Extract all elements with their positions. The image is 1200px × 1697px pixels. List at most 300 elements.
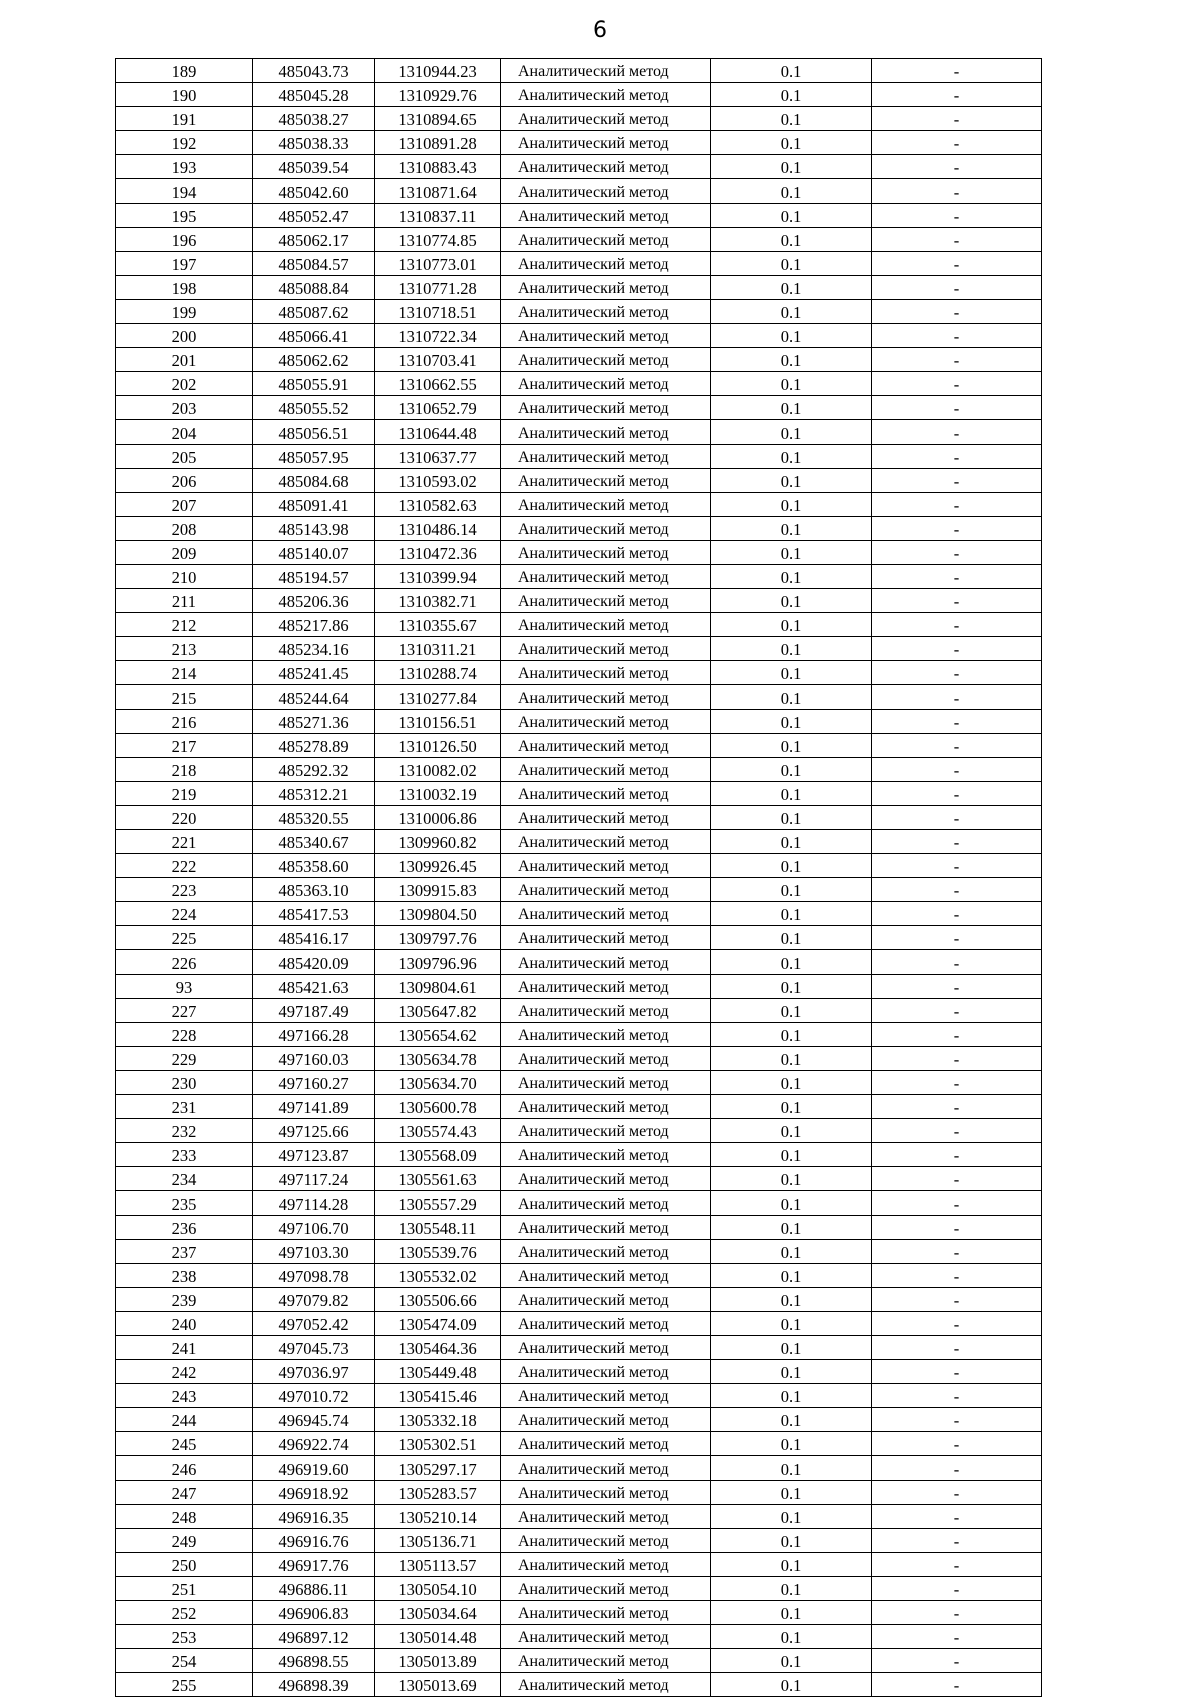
method-cell: Аналитический метод (501, 251, 711, 275)
y-coordinate-cell: 1310582.63 (375, 492, 501, 516)
y-coordinate-cell: 1310929.76 (375, 83, 501, 107)
description-cell: - (872, 203, 1042, 227)
point-number-cell: 234 (116, 1167, 253, 1191)
y-coordinate-cell: 1305474.09 (375, 1311, 501, 1335)
description-cell: - (872, 516, 1042, 540)
x-coordinate-cell: 485066.41 (253, 324, 375, 348)
x-coordinate-cell: 485420.09 (253, 950, 375, 974)
table-row (116, 1384, 1042, 1408)
method-cell: Аналитический метод (501, 805, 711, 829)
table-row (116, 805, 1042, 829)
x-coordinate-cell: 485278.89 (253, 733, 375, 757)
description-cell: - (872, 902, 1042, 926)
y-coordinate-cell: 1305014.48 (375, 1625, 501, 1649)
description-cell: - (872, 420, 1042, 444)
table-row (116, 275, 1042, 299)
accuracy-cell: 0.1 (711, 155, 872, 179)
point-number-cell: 193 (116, 155, 253, 179)
x-coordinate-cell: 485363.10 (253, 878, 375, 902)
y-coordinate-cell: 1305415.46 (375, 1384, 501, 1408)
point-number-cell: 231 (116, 1095, 253, 1119)
table-row (116, 179, 1042, 203)
y-coordinate-cell: 1310944.23 (375, 59, 501, 83)
x-coordinate-cell: 497103.30 (253, 1239, 375, 1263)
description-cell: - (872, 1432, 1042, 1456)
accuracy-cell: 0.1 (711, 107, 872, 131)
y-coordinate-cell: 1305302.51 (375, 1432, 501, 1456)
x-coordinate-cell: 485194.57 (253, 564, 375, 588)
accuracy-cell: 0.1 (711, 781, 872, 805)
accuracy-cell: 0.1 (711, 1287, 872, 1311)
table-row (116, 1191, 1042, 1215)
y-coordinate-cell: 1309796.96 (375, 950, 501, 974)
table-row (116, 998, 1042, 1022)
x-coordinate-cell: 485088.84 (253, 275, 375, 299)
y-coordinate-cell: 1305449.48 (375, 1360, 501, 1384)
description-cell: - (872, 805, 1042, 829)
table-row (116, 444, 1042, 468)
y-coordinate-cell: 1305506.66 (375, 1287, 501, 1311)
description-cell: - (872, 59, 1042, 83)
point-number-cell: 212 (116, 613, 253, 637)
x-coordinate-cell: 496916.35 (253, 1504, 375, 1528)
method-cell: Аналитический метод (501, 1215, 711, 1239)
method-cell: Аналитический метод (501, 854, 711, 878)
table-row (116, 637, 1042, 661)
table-row (116, 155, 1042, 179)
y-coordinate-cell: 1305654.62 (375, 1022, 501, 1046)
method-cell: Аналитический метод (501, 83, 711, 107)
method-cell: Аналитический метод (501, 155, 711, 179)
point-number-cell: 224 (116, 902, 253, 926)
x-coordinate-cell: 496916.76 (253, 1528, 375, 1552)
accuracy-cell: 0.1 (711, 1167, 872, 1191)
x-coordinate-cell: 496945.74 (253, 1408, 375, 1432)
x-coordinate-cell: 485421.63 (253, 974, 375, 998)
accuracy-cell: 0.1 (711, 1504, 872, 1528)
table-row (116, 1456, 1042, 1480)
y-coordinate-cell: 1310156.51 (375, 709, 501, 733)
point-number-cell: 226 (116, 950, 253, 974)
description-cell: - (872, 733, 1042, 757)
y-coordinate-cell: 1305568.09 (375, 1143, 501, 1167)
y-coordinate-cell: 1310722.34 (375, 324, 501, 348)
description-cell: - (872, 155, 1042, 179)
coordinates-table-body (116, 59, 1042, 1697)
y-coordinate-cell: 1305548.11 (375, 1215, 501, 1239)
description-cell: - (872, 179, 1042, 203)
accuracy-cell: 0.1 (711, 1360, 872, 1384)
method-cell: Аналитический метод (501, 1649, 711, 1673)
description-cell: - (872, 1311, 1042, 1335)
description-cell: - (872, 1601, 1042, 1625)
description-cell: - (872, 1504, 1042, 1528)
table-row (116, 1167, 1042, 1191)
description-cell: - (872, 781, 1042, 805)
accuracy-cell: 0.1 (711, 854, 872, 878)
accuracy-cell: 0.1 (711, 1625, 872, 1649)
table-row (116, 420, 1042, 444)
accuracy-cell: 0.1 (711, 1311, 872, 1335)
method-cell: Аналитический метод (501, 420, 711, 444)
x-coordinate-cell: 485087.62 (253, 299, 375, 323)
description-cell: - (872, 299, 1042, 323)
description-cell: - (872, 709, 1042, 733)
accuracy-cell: 0.1 (711, 564, 872, 588)
table-row (116, 59, 1042, 83)
point-number-cell: 229 (116, 1046, 253, 1070)
description-cell: - (872, 830, 1042, 854)
method-cell: Аналитический метод (501, 1046, 711, 1070)
description-cell: - (872, 131, 1042, 155)
coordinates-table (115, 58, 1042, 1697)
y-coordinate-cell: 1305574.43 (375, 1119, 501, 1143)
x-coordinate-cell: 485042.60 (253, 179, 375, 203)
method-cell: Аналитический метод (501, 1263, 711, 1287)
method-cell: Аналитический метод (501, 1239, 711, 1263)
accuracy-cell: 0.1 (711, 661, 872, 685)
point-number-cell: 247 (116, 1480, 253, 1504)
x-coordinate-cell: 485038.33 (253, 131, 375, 155)
x-coordinate-cell: 497187.49 (253, 998, 375, 1022)
y-coordinate-cell: 1305634.70 (375, 1070, 501, 1094)
method-cell: Аналитический метод (501, 637, 711, 661)
x-coordinate-cell: 496917.76 (253, 1552, 375, 1576)
table-row (116, 878, 1042, 902)
x-coordinate-cell: 497160.03 (253, 1046, 375, 1070)
point-number-cell: 254 (116, 1649, 253, 1673)
table-row (116, 468, 1042, 492)
y-coordinate-cell: 1305539.76 (375, 1239, 501, 1263)
x-coordinate-cell: 496898.39 (253, 1673, 375, 1697)
table-row (116, 564, 1042, 588)
method-cell: Аналитический метод (501, 1432, 711, 1456)
description-cell: - (872, 950, 1042, 974)
accuracy-cell: 0.1 (711, 1408, 872, 1432)
accuracy-cell: 0.1 (711, 1673, 872, 1697)
method-cell: Аналитический метод (501, 492, 711, 516)
description-cell: - (872, 1022, 1042, 1046)
accuracy-cell: 0.1 (711, 83, 872, 107)
table-row (116, 251, 1042, 275)
y-coordinate-cell: 1310288.74 (375, 661, 501, 685)
y-coordinate-cell: 1305647.82 (375, 998, 501, 1022)
description-cell: - (872, 974, 1042, 998)
accuracy-cell: 0.1 (711, 131, 872, 155)
y-coordinate-cell: 1310891.28 (375, 131, 501, 155)
point-number-cell: 249 (116, 1528, 253, 1552)
point-number-cell: 192 (116, 131, 253, 155)
description-cell: - (872, 372, 1042, 396)
y-coordinate-cell: 1310773.01 (375, 251, 501, 275)
x-coordinate-cell: 485217.86 (253, 613, 375, 637)
table-row (116, 1601, 1042, 1625)
y-coordinate-cell: 1305561.63 (375, 1167, 501, 1191)
accuracy-cell: 0.1 (711, 1046, 872, 1070)
accuracy-cell: 0.1 (711, 1143, 872, 1167)
x-coordinate-cell: 496922.74 (253, 1432, 375, 1456)
point-number-cell: 211 (116, 589, 253, 613)
accuracy-cell: 0.1 (711, 1215, 872, 1239)
method-cell: Аналитический метод (501, 926, 711, 950)
description-cell: - (872, 227, 1042, 251)
table-row (116, 589, 1042, 613)
table-row (116, 1360, 1042, 1384)
accuracy-cell: 0.1 (711, 589, 872, 613)
point-number-cell: 251 (116, 1576, 253, 1600)
description-cell: - (872, 1095, 1042, 1119)
description-cell: - (872, 637, 1042, 661)
accuracy-cell: 0.1 (711, 1239, 872, 1263)
method-cell: Аналитический метод (501, 733, 711, 757)
point-number-cell: 220 (116, 805, 253, 829)
method-cell: Аналитический метод (501, 540, 711, 564)
table-row (116, 299, 1042, 323)
method-cell: Аналитический метод (501, 299, 711, 323)
description-cell: - (872, 1335, 1042, 1359)
point-number-cell: 233 (116, 1143, 253, 1167)
description-cell: - (872, 854, 1042, 878)
table-row (116, 709, 1042, 733)
table-row (116, 733, 1042, 757)
accuracy-cell: 0.1 (711, 757, 872, 781)
point-number-cell: 202 (116, 372, 253, 396)
accuracy-cell: 0.1 (711, 974, 872, 998)
x-coordinate-cell: 496918.92 (253, 1480, 375, 1504)
table-row (116, 1625, 1042, 1649)
description-cell: - (872, 613, 1042, 637)
method-cell: Аналитический метод (501, 275, 711, 299)
table-row (116, 516, 1042, 540)
x-coordinate-cell: 485062.62 (253, 348, 375, 372)
accuracy-cell: 0.1 (711, 179, 872, 203)
accuracy-cell: 0.1 (711, 878, 872, 902)
point-number-cell: 252 (116, 1601, 253, 1625)
description-cell: - (872, 468, 1042, 492)
method-cell: Аналитический метод (501, 878, 711, 902)
accuracy-cell: 0.1 (711, 299, 872, 323)
accuracy-cell: 0.1 (711, 372, 872, 396)
accuracy-cell: 0.1 (711, 444, 872, 468)
y-coordinate-cell: 1310771.28 (375, 275, 501, 299)
method-cell: Аналитический метод (501, 685, 711, 709)
table-row (116, 1552, 1042, 1576)
table-row (116, 1215, 1042, 1239)
description-cell: - (872, 444, 1042, 468)
method-cell: Аналитический метод (501, 1311, 711, 1335)
table-row (116, 1287, 1042, 1311)
method-cell: Аналитический метод (501, 1167, 711, 1191)
point-number-cell: 196 (116, 227, 253, 251)
method-cell: Аналитический метод (501, 516, 711, 540)
x-coordinate-cell: 485241.45 (253, 661, 375, 685)
y-coordinate-cell: 1309926.45 (375, 854, 501, 878)
accuracy-cell: 0.1 (711, 348, 872, 372)
point-number-cell: 241 (116, 1335, 253, 1359)
method-cell: Аналитический метод (501, 781, 711, 805)
table-row (116, 107, 1042, 131)
method-cell: Аналитический метод (501, 1335, 711, 1359)
accuracy-cell: 0.1 (711, 998, 872, 1022)
point-number-cell: 201 (116, 348, 253, 372)
y-coordinate-cell: 1305136.71 (375, 1528, 501, 1552)
x-coordinate-cell: 485091.41 (253, 492, 375, 516)
table-row (116, 1335, 1042, 1359)
y-coordinate-cell: 1310644.48 (375, 420, 501, 444)
accuracy-cell: 0.1 (711, 902, 872, 926)
point-number-cell: 194 (116, 179, 253, 203)
y-coordinate-cell: 1310837.11 (375, 203, 501, 227)
y-coordinate-cell: 1310718.51 (375, 299, 501, 323)
x-coordinate-cell: 496906.83 (253, 1601, 375, 1625)
description-cell: - (872, 926, 1042, 950)
y-coordinate-cell: 1310486.14 (375, 516, 501, 540)
accuracy-cell: 0.1 (711, 685, 872, 709)
y-coordinate-cell: 1309804.61 (375, 974, 501, 998)
point-number-cell: 216 (116, 709, 253, 733)
accuracy-cell: 0.1 (711, 227, 872, 251)
point-number-cell: 204 (116, 420, 253, 444)
point-number-cell: 236 (116, 1215, 253, 1239)
method-cell: Аналитический метод (501, 1528, 711, 1552)
method-cell: Аналитический метод (501, 1480, 711, 1504)
method-cell: Аналитический метод (501, 131, 711, 155)
accuracy-cell: 0.1 (711, 275, 872, 299)
accuracy-cell: 0.1 (711, 1601, 872, 1625)
accuracy-cell: 0.1 (711, 1456, 872, 1480)
x-coordinate-cell: 485234.16 (253, 637, 375, 661)
method-cell: Аналитический метод (501, 396, 711, 420)
x-coordinate-cell: 497123.87 (253, 1143, 375, 1167)
method-cell: Аналитический метод (501, 1287, 711, 1311)
table-row (116, 1432, 1042, 1456)
x-coordinate-cell: 496898.55 (253, 1649, 375, 1673)
method-cell: Аналитический метод (501, 1552, 711, 1576)
description-cell: - (872, 1360, 1042, 1384)
table-row (116, 926, 1042, 950)
y-coordinate-cell: 1310006.86 (375, 805, 501, 829)
accuracy-cell: 0.1 (711, 420, 872, 444)
description-cell: - (872, 757, 1042, 781)
method-cell: Аналитический метод (501, 1576, 711, 1600)
point-number-cell: 246 (116, 1456, 253, 1480)
y-coordinate-cell: 1310703.41 (375, 348, 501, 372)
x-coordinate-cell: 497036.97 (253, 1360, 375, 1384)
point-number-cell: 217 (116, 733, 253, 757)
accuracy-cell: 0.1 (711, 1263, 872, 1287)
x-coordinate-cell: 485417.53 (253, 902, 375, 926)
point-number-cell: 248 (116, 1504, 253, 1528)
x-coordinate-cell: 485416.17 (253, 926, 375, 950)
method-cell: Аналитический метод (501, 59, 711, 83)
method-cell: Аналитический метод (501, 1504, 711, 1528)
y-coordinate-cell: 1305054.10 (375, 1576, 501, 1600)
description-cell: - (872, 492, 1042, 516)
method-cell: Аналитический метод (501, 203, 711, 227)
accuracy-cell: 0.1 (711, 733, 872, 757)
table-row (116, 324, 1042, 348)
x-coordinate-cell: 485206.36 (253, 589, 375, 613)
point-number-cell: 232 (116, 1119, 253, 1143)
x-coordinate-cell: 485052.47 (253, 203, 375, 227)
point-number-cell: 238 (116, 1263, 253, 1287)
x-coordinate-cell: 485038.27 (253, 107, 375, 131)
method-cell: Аналитический метод (501, 998, 711, 1022)
accuracy-cell: 0.1 (711, 468, 872, 492)
accuracy-cell: 0.1 (711, 1480, 872, 1504)
accuracy-cell: 0.1 (711, 709, 872, 733)
x-coordinate-cell: 497098.78 (253, 1263, 375, 1287)
point-number-cell: 93 (116, 974, 253, 998)
description-cell: - (872, 540, 1042, 564)
table-row (116, 348, 1042, 372)
accuracy-cell: 0.1 (711, 1070, 872, 1094)
point-number-cell: 206 (116, 468, 253, 492)
description-cell: - (872, 1263, 1042, 1287)
table-row (116, 1504, 1042, 1528)
method-cell: Аналитический метод (501, 372, 711, 396)
table-row (116, 781, 1042, 805)
description-cell: - (872, 1239, 1042, 1263)
description-cell: - (872, 878, 1042, 902)
y-coordinate-cell: 1310311.21 (375, 637, 501, 661)
method-cell: Аналитический метод (501, 950, 711, 974)
method-cell: Аналитический метод (501, 1625, 711, 1649)
description-cell: - (872, 1528, 1042, 1552)
description-cell: - (872, 107, 1042, 131)
table-row (116, 1143, 1042, 1167)
accuracy-cell: 0.1 (711, 830, 872, 854)
accuracy-cell: 0.1 (711, 950, 872, 974)
table-row (116, 685, 1042, 709)
method-cell: Аналитический метод (501, 444, 711, 468)
description-cell: - (872, 1649, 1042, 1673)
point-number-cell: 195 (116, 203, 253, 227)
method-cell: Аналитический метод (501, 1456, 711, 1480)
page-number: 6 (593, 18, 607, 43)
point-number-cell: 199 (116, 299, 253, 323)
y-coordinate-cell: 1310082.02 (375, 757, 501, 781)
point-number-cell: 222 (116, 854, 253, 878)
point-number-cell: 200 (116, 324, 253, 348)
point-number-cell: 209 (116, 540, 253, 564)
x-coordinate-cell: 485312.21 (253, 781, 375, 805)
y-coordinate-cell: 1305600.78 (375, 1095, 501, 1119)
point-number-cell: 243 (116, 1384, 253, 1408)
point-number-cell: 221 (116, 830, 253, 854)
x-coordinate-cell: 497166.28 (253, 1022, 375, 1046)
y-coordinate-cell: 1305283.57 (375, 1480, 501, 1504)
x-coordinate-cell: 485140.07 (253, 540, 375, 564)
table-row (116, 492, 1042, 516)
method-cell: Аналитический метод (501, 830, 711, 854)
method-cell: Аналитический метод (501, 1601, 711, 1625)
x-coordinate-cell: 497106.70 (253, 1215, 375, 1239)
x-coordinate-cell: 485039.54 (253, 155, 375, 179)
table-row (116, 1095, 1042, 1119)
y-coordinate-cell: 1310662.55 (375, 372, 501, 396)
table-row (116, 950, 1042, 974)
method-cell: Аналитический метод (501, 1384, 711, 1408)
point-number-cell: 240 (116, 1311, 253, 1335)
x-coordinate-cell: 496919.60 (253, 1456, 375, 1480)
point-number-cell: 227 (116, 998, 253, 1022)
point-number-cell: 225 (116, 926, 253, 950)
method-cell: Аналитический метод (501, 1191, 711, 1215)
x-coordinate-cell: 485320.55 (253, 805, 375, 829)
y-coordinate-cell: 1310774.85 (375, 227, 501, 251)
accuracy-cell: 0.1 (711, 1335, 872, 1359)
